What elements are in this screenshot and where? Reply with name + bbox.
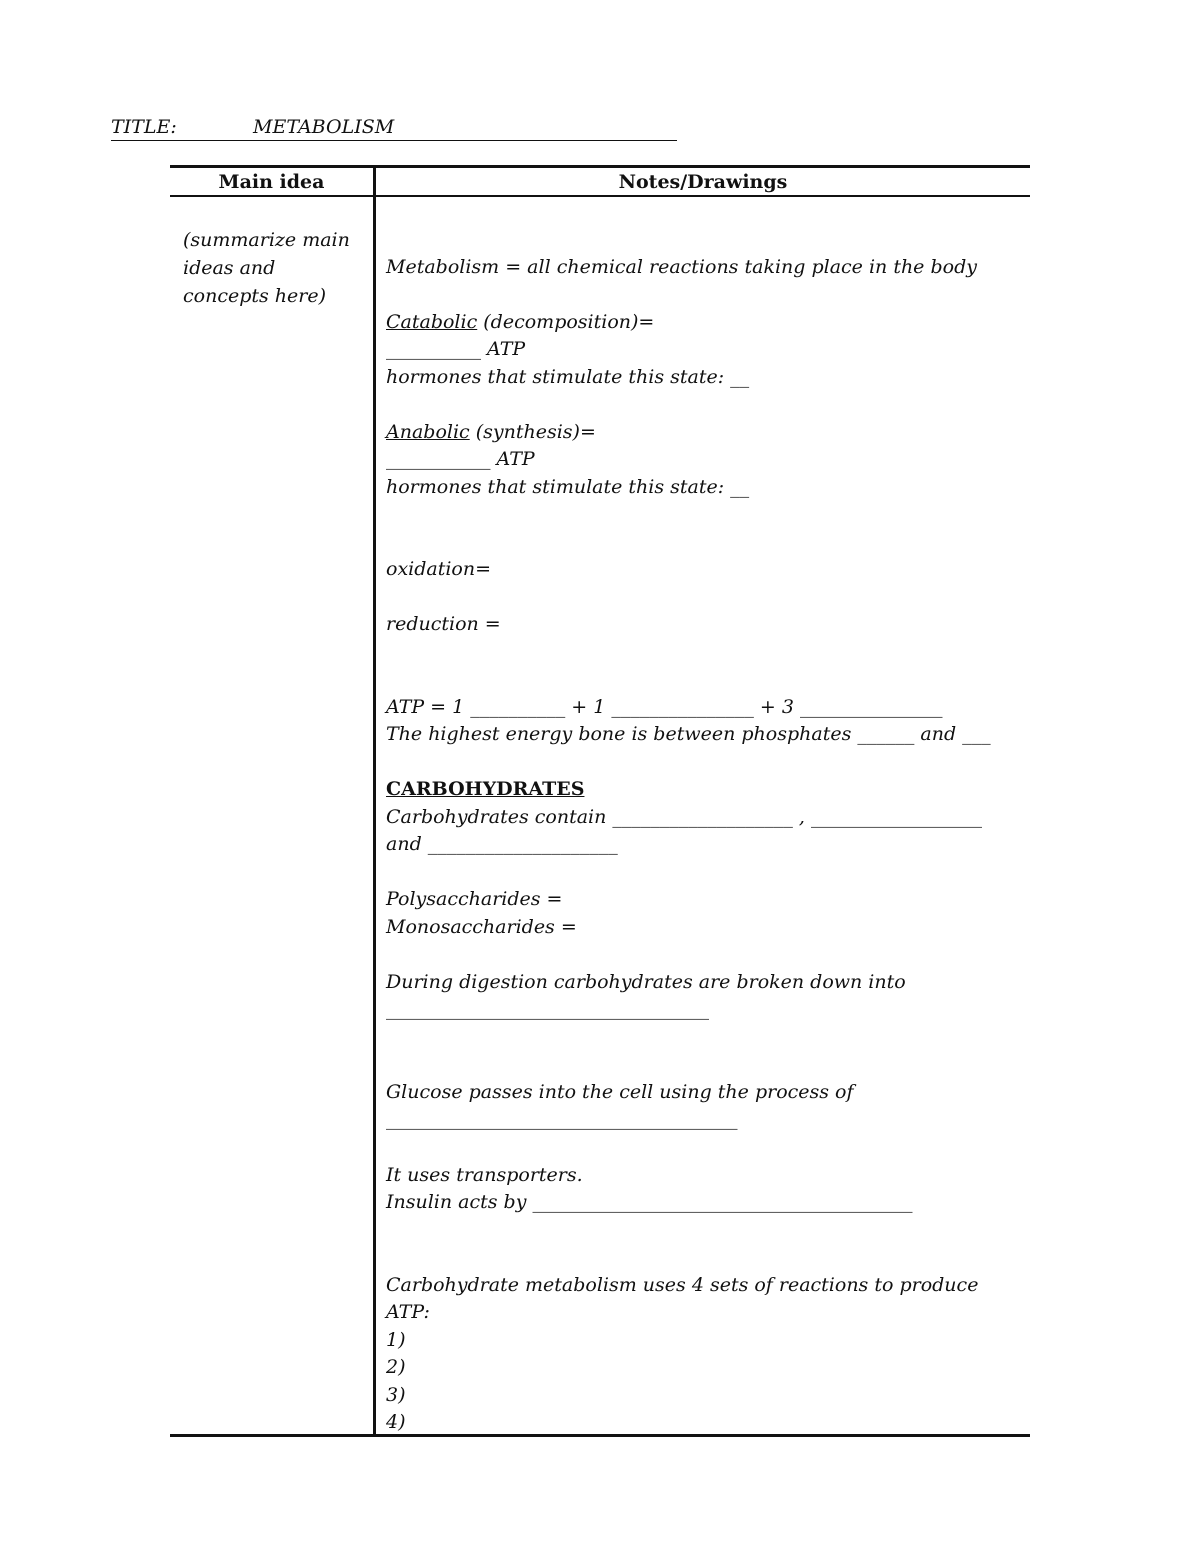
catabolic-atp-blank: __________ ATP: [386, 338, 526, 360]
catabolic-description: (decomposition)=: [477, 311, 655, 333]
carb-metabolism-atp: ATP:: [386, 1301, 430, 1323]
header-bottom-rule: [170, 195, 1030, 197]
reduction-line: reduction =: [386, 613, 501, 635]
column-divider: [373, 165, 376, 1437]
carbs-contain: Carbohydrates contain ___________________ , __________________: [386, 806, 983, 828]
title-line: [111, 114, 677, 141]
title-label: TITLE:: [111, 116, 177, 138]
list-item: 3): [386, 1384, 406, 1406]
glucose-line: Glucose passes into the cell using the process of: [386, 1081, 854, 1103]
carbohydrates-heading: [386, 776, 1026, 803]
col-notes-header: Notes/Drawings: [618, 171, 788, 193]
main-idea-instructions: [183, 226, 368, 310]
catabolic-line: [386, 309, 1026, 336]
carbs-and: and ____________________: [386, 833, 618, 855]
side-note-line: concepts here): [183, 285, 327, 307]
anabolic-hormones: hormones that stimulate this state: __: [386, 476, 750, 498]
digestion-line: During digestion carbohydrates are broken down into: [386, 971, 906, 993]
atp-formula: ATP = 1 __________ + 1 _______________ + 3 _______________: [386, 696, 943, 718]
digestion-blank: __________________________________: [386, 998, 709, 1020]
oxidation-line: oxidation=: [386, 558, 492, 580]
polysaccharides-line: Polysaccharides =: [386, 888, 563, 910]
anabolic-line: [386, 419, 1026, 446]
list-item: 1): [386, 1329, 406, 1351]
transporters-line: It uses transporters.: [386, 1164, 583, 1186]
title-value: METABOLISM: [253, 116, 395, 138]
monosaccharides-line: Monosaccharides =: [386, 916, 577, 938]
insulin-line: Insulin acts by ________________________________________: [386, 1191, 913, 1213]
side-note-line: (summarize main: [183, 229, 350, 251]
catabolic-hormones: hormones that stimulate this state: __: [386, 366, 750, 388]
highest-energy-bond: The highest energy bone is between phosphates ______ and ___: [386, 723, 991, 745]
table-top-rule: [170, 165, 1030, 168]
list-item: 4): [386, 1411, 406, 1433]
side-note-line: ideas and: [183, 257, 276, 279]
catabolic-term: Catabolic: [386, 311, 478, 333]
metabolism-definition: Metabolism = all chemical reactions taking place in the body: [386, 256, 977, 278]
col-main-idea-header: Main idea: [218, 171, 325, 193]
carb-metabolism-line: Carbohydrate metabolism uses 4 sets of reactions to produce: [386, 1274, 979, 1296]
list-item: 2): [386, 1356, 406, 1378]
glucose-blank: _____________________________________: [386, 1108, 738, 1130]
anabolic-description: (synthesis)=: [469, 421, 596, 443]
anabolic-term: Anabolic: [386, 421, 470, 443]
carbohydrates-heading-text: CARBOHYDRATES: [386, 778, 585, 800]
anabolic-atp-blank: ___________ ATP: [386, 448, 535, 470]
